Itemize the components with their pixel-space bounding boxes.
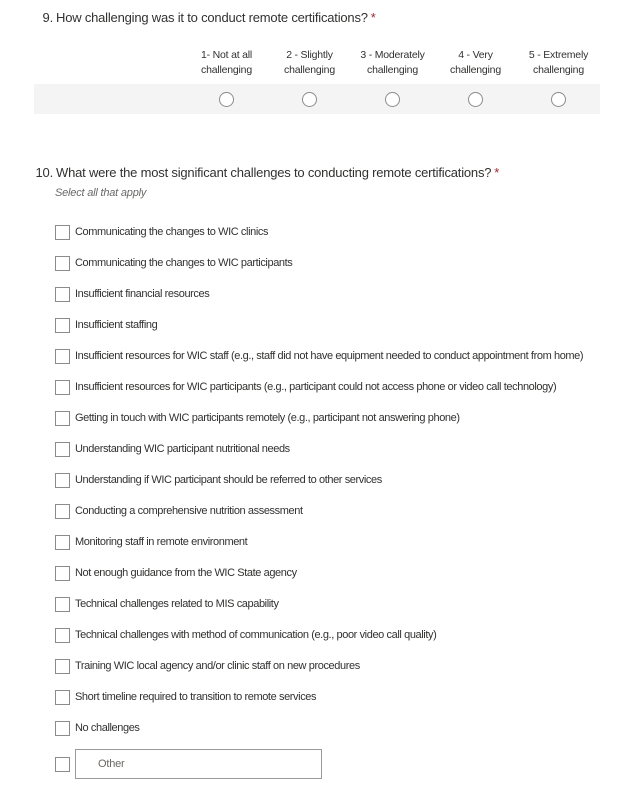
checkbox-option-9[interactable] bbox=[55, 470, 636, 490]
option-label: Insufficient staffing bbox=[75, 319, 158, 331]
checkbox-icon[interactable] bbox=[55, 225, 70, 240]
checkbox-option-11[interactable] bbox=[55, 532, 636, 552]
option-label: Training WIC local agency and/or clinic staff on new procedures bbox=[75, 660, 360, 672]
question-10-title bbox=[34, 164, 636, 182]
likert-header-row bbox=[34, 48, 600, 84]
checkbox-options bbox=[55, 222, 636, 779]
checkbox-option-4[interactable] bbox=[55, 315, 636, 335]
checkbox-option-5[interactable] bbox=[55, 346, 636, 366]
likert-radio-3[interactable] bbox=[385, 92, 400, 107]
checkbox-icon[interactable] bbox=[55, 597, 70, 612]
likert-radio-2[interactable] bbox=[302, 92, 317, 107]
checkbox-icon[interactable] bbox=[55, 411, 70, 426]
option-label: Technical challenges related to MIS capability bbox=[75, 598, 279, 610]
option-label: Understanding WIC participant nutritional needs bbox=[75, 443, 290, 455]
question-9-number: 9. bbox=[42, 10, 53, 25]
option-label: Monitoring staff in remote environment bbox=[75, 536, 248, 548]
checkbox-option-10[interactable] bbox=[55, 501, 636, 521]
checkbox-icon[interactable] bbox=[55, 721, 70, 736]
checkbox-icon[interactable] bbox=[55, 757, 70, 772]
option-label: Technical challenges with method of communication (e.g., poor video call quality) bbox=[75, 629, 437, 641]
question-10-subtitle: Select all that apply bbox=[55, 187, 147, 199]
likert-radio-1[interactable] bbox=[219, 92, 234, 107]
checkbox-option-14[interactable] bbox=[55, 625, 636, 645]
likert-col-label-5: 5 - Extremely challenging bbox=[528, 49, 589, 76]
question-10-number: 10. bbox=[35, 165, 53, 180]
option-label: Short timeline required to transition to remote services bbox=[75, 691, 317, 703]
likert-header-spacer bbox=[34, 48, 185, 78]
checkbox-option-7[interactable] bbox=[55, 408, 636, 428]
checkbox-option-17[interactable] bbox=[55, 718, 636, 738]
checkbox-option-2[interactable] bbox=[55, 253, 636, 273]
question-10-text: What were the most significant challenges to conducting remote certifications? bbox=[56, 165, 492, 180]
option-label: No challenges bbox=[75, 722, 140, 734]
checkbox-icon[interactable] bbox=[55, 628, 70, 643]
checkbox-icon[interactable] bbox=[55, 318, 70, 333]
checkbox-icon[interactable] bbox=[55, 659, 70, 674]
likert-answer-row bbox=[34, 84, 600, 114]
checkbox-option-16[interactable] bbox=[55, 687, 636, 707]
other-text-input[interactable] bbox=[75, 749, 322, 779]
checkbox-icon[interactable] bbox=[55, 380, 70, 395]
required-asterisk: * bbox=[370, 10, 376, 25]
question-9-text: How challenging was it to conduct remote certifications? bbox=[56, 10, 368, 25]
likert-scale bbox=[34, 48, 600, 114]
checkbox-icon[interactable] bbox=[55, 256, 70, 271]
likert-radio-4[interactable] bbox=[468, 92, 483, 107]
checkbox-option-8[interactable] bbox=[55, 439, 636, 459]
question-9-title bbox=[34, 9, 636, 27]
option-label: Understanding if WIC participant should be referred to other services bbox=[75, 474, 382, 486]
option-label: Not enough guidance from the WIC State agency bbox=[75, 567, 297, 579]
option-label: Communicating the changes to WIC participants bbox=[75, 257, 293, 269]
checkbox-option-15[interactable] bbox=[55, 656, 636, 676]
likert-radio-5[interactable] bbox=[551, 92, 566, 107]
likert-col-label-2: 2 - Slightly challenging bbox=[284, 49, 335, 76]
checkbox-option-3[interactable] bbox=[55, 284, 636, 304]
checkbox-option-12[interactable] bbox=[55, 563, 636, 583]
option-label: Communicating the changes to WIC clinics bbox=[75, 226, 269, 238]
checkbox-option-13[interactable] bbox=[55, 594, 636, 614]
checkbox-icon[interactable] bbox=[55, 504, 70, 519]
question-10 bbox=[34, 164, 636, 779]
likert-col-label-3: 3 - Moderately challenging bbox=[360, 49, 425, 76]
option-label: Insufficient financial resources bbox=[75, 288, 210, 300]
required-asterisk: * bbox=[494, 165, 500, 180]
checkbox-icon[interactable] bbox=[55, 535, 70, 550]
option-label: Getting in touch with WIC participants remotely (e.g., participant not answering phone) bbox=[75, 412, 460, 424]
checkbox-option-1[interactable] bbox=[55, 222, 636, 242]
option-label: Insufficient resources for WIC participants (e.g., participant could not access phone or video call technology) bbox=[75, 381, 557, 393]
likert-col-label-4: 4 - Very challenging bbox=[450, 49, 501, 76]
checkbox-icon[interactable] bbox=[55, 442, 70, 457]
option-label: Conducting a comprehensive nutrition assessment bbox=[75, 505, 303, 517]
checkbox-icon[interactable] bbox=[55, 566, 70, 581]
checkbox-icon[interactable] bbox=[55, 473, 70, 488]
checkbox-option-6[interactable] bbox=[55, 377, 636, 397]
checkbox-icon[interactable] bbox=[55, 287, 70, 302]
checkbox-icon[interactable] bbox=[55, 690, 70, 705]
option-label: Insufficient resources for WIC staff (e.g., staff did not have equipment needed to conduct appointment from home) bbox=[75, 350, 584, 362]
likert-col-label-1: 1- Not at all challenging bbox=[200, 49, 253, 76]
checkbox-option-other[interactable] bbox=[55, 749, 636, 779]
question-9 bbox=[34, 9, 636, 114]
checkbox-icon[interactable] bbox=[55, 349, 70, 364]
